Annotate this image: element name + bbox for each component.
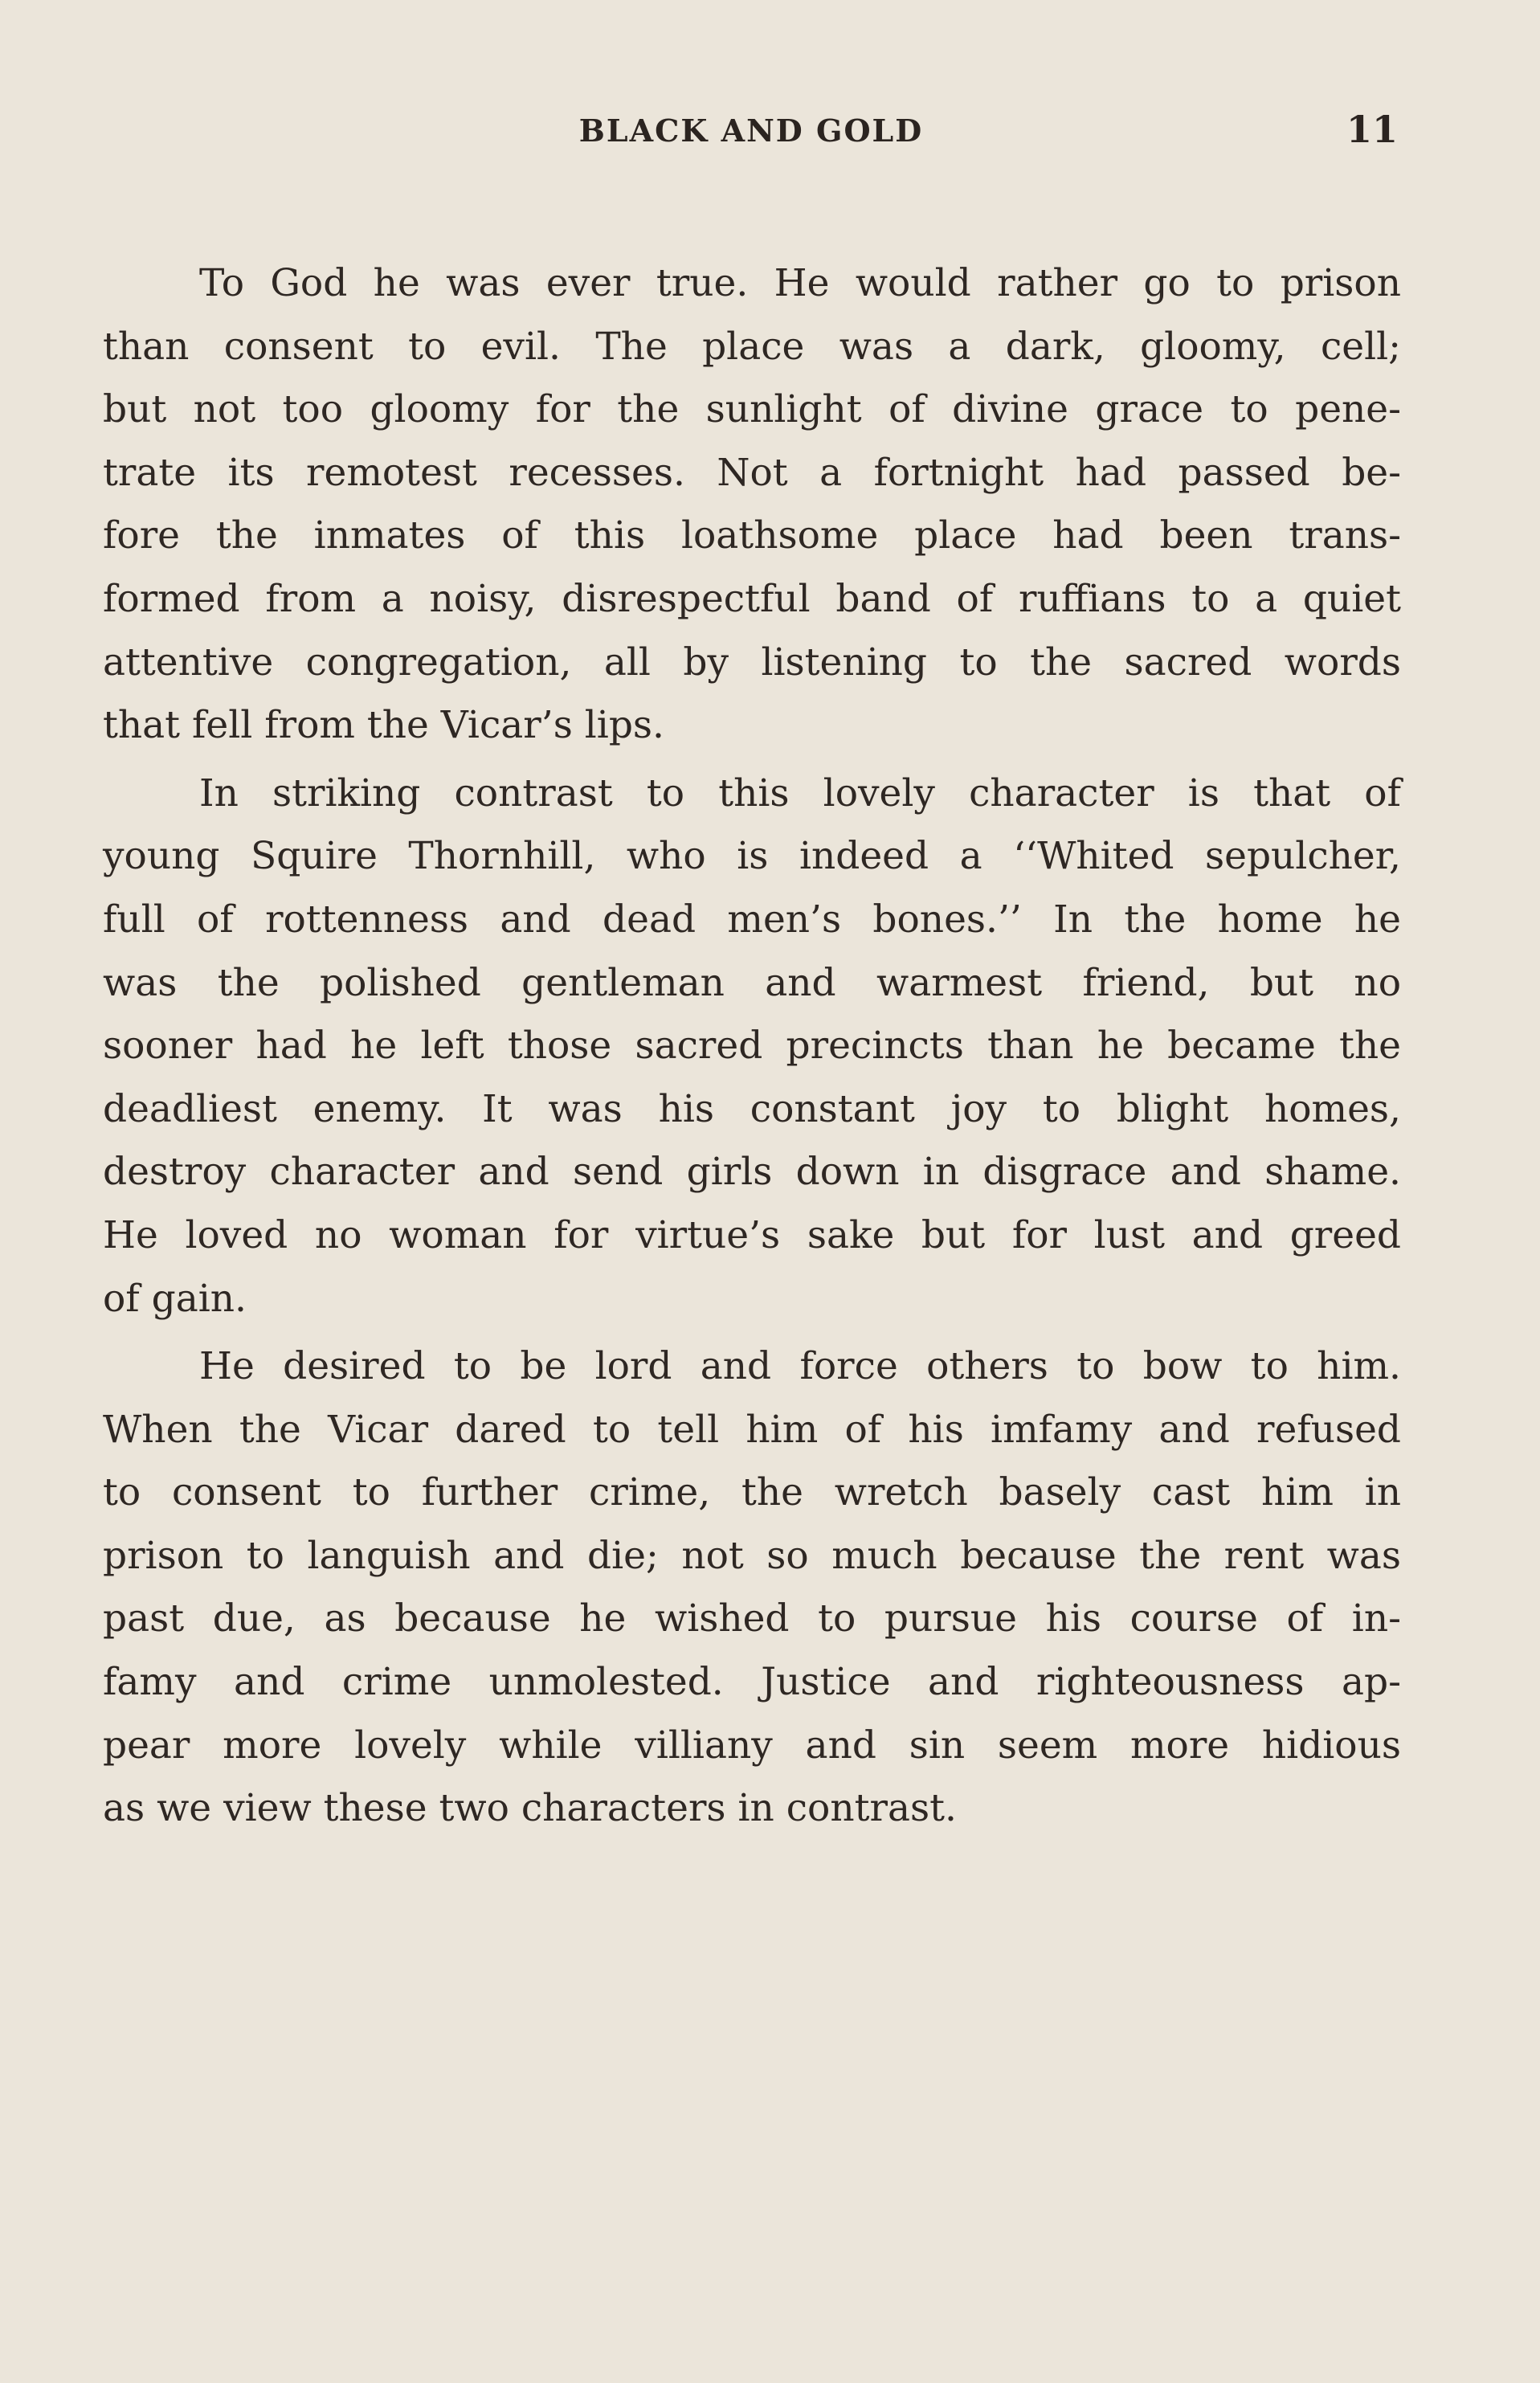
text-line: as we view these two characters in contrast. [103, 1786, 957, 1831]
paragraph-1 [103, 252, 1401, 758]
text-line: of gain. [103, 1276, 247, 1321]
text-line: destroy character and send girls down in disgrace and shame. [103, 1150, 1401, 1195]
text-line: famy and crime unmolested. Justice and righteousness ap- [103, 1660, 1401, 1705]
text-line: He loved no woman for virtue’s sake but for lust and greed [103, 1212, 1401, 1257]
text-line: young Squire Thornhill, who is indeed a ‘‘Whited sepulcher, [103, 834, 1401, 879]
text-line: sooner had he left those sacred precincts than he became the [103, 1024, 1401, 1069]
text-line: prison to languish and die; not so much because the rent was [103, 1533, 1401, 1578]
page-number: 11 [1346, 108, 1398, 151]
text-line: but not too gloomy for the sunlight of divine grace to pene- [103, 387, 1401, 432]
text-line: attentive congregation, all by listening to the sacred words [103, 640, 1401, 685]
running-title: BLACK AND GOLD [578, 112, 924, 149]
text-line: formed from a noisy, disrespectful band of ruffians to a quiet [103, 576, 1401, 621]
text-line: When the Vicar dared to tell him of his imfamy and refused [103, 1407, 1401, 1452]
text-line: past due, as because he wished to pursue his course of in- [103, 1596, 1401, 1641]
paragraph-3 [103, 1335, 1401, 1841]
text-line: than consent to evil. The place was a dark, gloomy, cell; [103, 324, 1401, 369]
text-line: full of rottenness and dead men’s bones.’’ In the home he [103, 897, 1401, 942]
body-text [103, 252, 1401, 1845]
text-line: He desired to be lord and force others to bow to him. [199, 1344, 1401, 1389]
text-line: fore the inmates of this loathsome place had been trans- [103, 513, 1401, 558]
text-line: that fell from the Vicar’s lips. [103, 703, 664, 748]
text-line: was the polished gentleman and warmest friend, but no [103, 960, 1401, 1005]
text-line: To God he was ever true. He would rather go to prison [199, 261, 1401, 305]
paragraph-2 [103, 762, 1401, 1330]
text-line: trate its remotest recesses. Not a fortnight had passed be- [103, 450, 1401, 495]
text-line: pear more lovely while villiany and sin seem more hidious [103, 1723, 1401, 1768]
text-line: In striking contrast to this lovely character is that of [199, 770, 1401, 815]
running-head [0, 108, 1540, 161]
text-line: deadliest enemy. It was his constant joy to blight homes, [103, 1086, 1401, 1131]
text-line: to consent to further crime, the wretch basely cast him in [103, 1470, 1401, 1515]
